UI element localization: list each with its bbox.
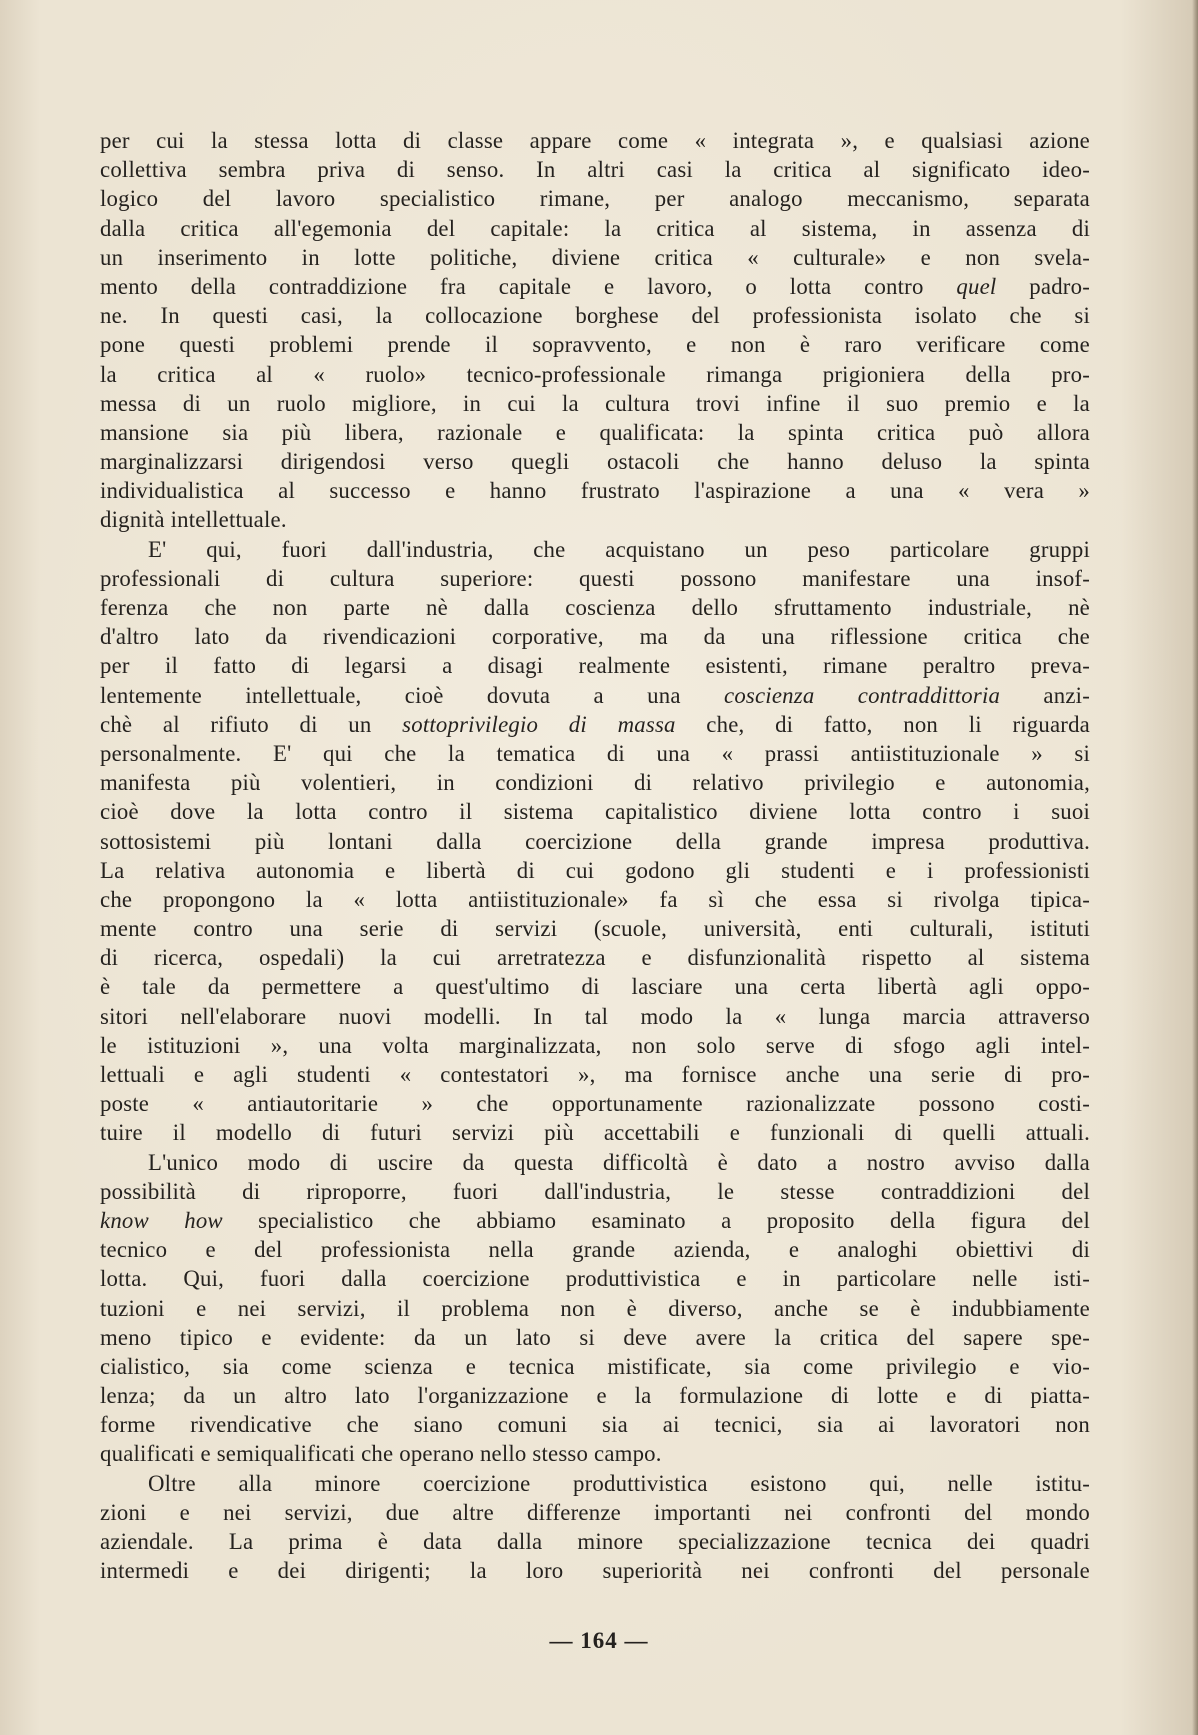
text-segment: collettiva sembra priva di senso. In altri casi la critica al significato ideo- <box>100 157 1090 183</box>
text-line <box>100 1002 1090 1031</box>
text-segment: specialistico che abbiamo esaminato a proposito della figura del <box>222 1207 1090 1233</box>
text-segment: tuire il modello di futuri servizi più accettabili e funzionali di quelli attuali. <box>100 1120 1090 1146</box>
text-segment: individualistica al successo e hanno frustrato l'aspirazione a una « vera » <box>100 478 1090 504</box>
text-line <box>100 797 1090 826</box>
text-segment: messa di un ruolo migliore, in cui la cultura trovi infine il suo premio e la <box>100 390 1090 416</box>
text-segment: E' qui, fuori dall'industria, che acquistano un peso particolare gruppi <box>148 536 1090 562</box>
text-segment: possibilità di riproporre, fuori dall'industria, le stesse contraddizioni del <box>100 1178 1090 1204</box>
text-segment: pone questi problemi prende il sopravvento, e non è raro verificare come <box>100 332 1090 358</box>
text-line <box>100 768 1090 797</box>
text-line <box>100 1118 1090 1147</box>
text-line <box>100 272 1090 301</box>
text-line <box>100 447 1090 476</box>
text-line <box>100 1148 1090 1177</box>
italic-text: sottoprivilegio di massa <box>402 711 676 737</box>
text-segment: chè al rifiuto di un <box>100 711 403 737</box>
text-segment: logico del lavoro specialistico rimane, per analogo meccanismo, separata <box>100 186 1090 212</box>
text-segment: personalmente. E' qui che la tematica di una « prassi antiistituzionale » si <box>100 740 1090 766</box>
text-segment: per cui la stessa lotta di classe appare come « integrata », e qualsiasi azione <box>100 128 1090 153</box>
text-line <box>100 1323 1090 1352</box>
text-line <box>100 155 1090 184</box>
text-line <box>100 126 1090 155</box>
text-line <box>100 739 1090 768</box>
text-segment: mento della contraddizione fra capitale e lavoro, o lotta contro <box>100 273 957 299</box>
text-line <box>100 972 1090 1001</box>
text-line <box>100 505 1090 534</box>
text-segment: zioni e nei servizi, due altre differenze importanti nei confronti del mondo <box>100 1499 1090 1525</box>
text-line <box>100 1469 1090 1498</box>
text-line <box>100 1352 1090 1381</box>
text-line <box>100 1556 1090 1585</box>
text-line <box>100 243 1090 272</box>
text-segment: meno tipico e evidente: da un lato si deve avere la critica del sapere spe- <box>100 1324 1090 1350</box>
text-segment: le istituzioni », una volta marginalizzata, non solo serve di sfogo agli intel- <box>100 1032 1090 1058</box>
body-text <box>100 126 1090 1585</box>
text-line <box>100 943 1090 972</box>
text-line <box>100 1060 1090 1089</box>
text-line <box>100 593 1090 622</box>
text-segment: intermedi e dei dirigenti; la loro superiorità nei confronti del personale <box>100 1558 1090 1584</box>
text-segment: lotta. Qui, fuori dalla coercizione produttivistica e in particolare nelle isti- <box>100 1266 1090 1292</box>
text-line <box>100 710 1090 739</box>
text-segment: anzi- <box>1000 682 1090 708</box>
text-line <box>100 1235 1090 1264</box>
text-line <box>100 1439 1090 1468</box>
text-line <box>100 1089 1090 1118</box>
text-segment: L'unico modo di uscire da questa difficoltà è dato a nostro avviso dalla <box>148 1149 1090 1175</box>
text-line <box>100 1294 1090 1323</box>
text-line <box>100 622 1090 651</box>
text-line <box>100 1527 1090 1556</box>
text-segment: ne. In questi casi, la collocazione borghese del professionista isolato che si <box>100 303 1090 329</box>
text-line <box>100 1206 1090 1235</box>
text-segment: forme rivendicative che siano comuni sia ai tecnici, sia ai lavoratori non <box>100 1412 1090 1438</box>
page-number: — 164 — <box>549 1628 649 1653</box>
text-segment: lenza; da un altro lato l'organizzazione e la formulazione di lotte e di piatta- <box>100 1383 1090 1409</box>
italic-text: quel <box>956 273 997 299</box>
text-segment: lentemente intellettuale, cioè dovuta a una <box>100 682 724 708</box>
text-segment: cioè dove la lotta contro il sistema capitalistico diviene lotta contro i suoi <box>100 799 1090 825</box>
text-line <box>100 1031 1090 1060</box>
text-segment: sitori nell'elaborare nuovi modelli. In tal modo la « lunga marcia attraverso <box>100 1003 1090 1029</box>
text-segment: padro- <box>996 273 1090 299</box>
text-segment: lettuali e agli studenti « contestatori », ma fornisce anche una serie di pro- <box>100 1062 1090 1087</box>
text-line <box>100 476 1090 505</box>
text-line <box>100 1264 1090 1293</box>
text-line <box>100 214 1090 243</box>
text-line <box>100 1498 1090 1527</box>
text-segment: manifesta più volentieri, in condizioni di relativo privilegio e autonomia, <box>100 770 1090 796</box>
text-line <box>100 681 1090 710</box>
text-line <box>100 389 1090 418</box>
text-segment: poste « antiautoritarie » che opportunamente razionalizzate possono costi- <box>100 1091 1090 1117</box>
text-segment: che, di fatto, non li riguarda <box>675 711 1090 737</box>
text-line <box>100 885 1090 914</box>
italic-text: coscienza contraddittoria <box>724 682 1001 708</box>
text-segment: tecnico e del professionista nella grande azienda, e analoghi obiettivi di <box>100 1237 1090 1263</box>
text-segment: è tale da permettere a quest'ultimo di lasciare una certa libertà agli oppo- <box>100 974 1090 1000</box>
text-segment: Oltre alla minore coercizione produttivistica esistono qui, nelle istitu- <box>148 1470 1090 1496</box>
text-segment: mente contro una serie di servizi (scuole, università, enti culturali, istituti <box>100 916 1090 942</box>
text-segment: ferenza che non parte nè dalla coscienza dello sfruttamento industriale, nè <box>100 595 1090 620</box>
text-segment: per il fatto di legarsi a disagi realmente esistenti, rimane peraltro preva- <box>100 653 1090 679</box>
text-segment: aziendale. La prima è data dalla minore specializzazione tecnica dei quadri <box>100 1529 1090 1554</box>
text-line <box>100 360 1090 389</box>
italic-text: know how <box>100 1207 223 1233</box>
text-line <box>100 535 1090 564</box>
text-segment: tuzioni e nei servizi, il problema non è diverso, anche se è indubbiamente <box>100 1295 1090 1321</box>
text-line <box>100 1410 1090 1439</box>
page-edge-shadow <box>1192 0 1198 1735</box>
text-line <box>100 564 1090 593</box>
text-segment: marginalizzarsi dirigendosi verso quegli ostacoli che hanno deluso la spinta <box>100 449 1090 475</box>
text-line <box>100 184 1090 213</box>
text-segment: dignità intellettuale. <box>100 507 287 533</box>
text-segment: la critica al « ruolo» tecnico-professionale rimanga prigioniera della pro- <box>100 361 1090 387</box>
text-line <box>100 301 1090 330</box>
text-segment: di ricerca, ospedali) la cui arretratezza e disfunzionalità rispetto al sistema <box>100 945 1090 971</box>
text-segment: mansione sia più libera, razionale e qualificata: la spinta critica può allora <box>100 419 1090 445</box>
text-segment: d'altro lato da rivendicazioni corporative, ma da una riflessione critica che <box>100 624 1090 650</box>
text-segment: La relativa autonomia e libertà di cui godono gli studenti e i professionisti <box>100 857 1090 883</box>
text-segment: che propongono la « lotta antiistituzionale» fa sì che essa si rivolga tipica- <box>100 886 1090 912</box>
text-segment: professionali di cultura superiore: questi possono manifestare una insof- <box>100 565 1090 591</box>
text-segment: un inserimento in lotte politiche, diviene critica « culturale» e non svela- <box>100 244 1090 270</box>
text-segment: dalla critica all'egemonia del capitale: la critica al sistema, in assenza di <box>100 215 1090 241</box>
text-line <box>100 330 1090 359</box>
text-segment: qualificati e semiqualificati che operano nello stesso campo. <box>100 1441 662 1467</box>
text-line <box>100 827 1090 856</box>
text-line <box>100 914 1090 943</box>
text-segment: cialistico, sia come scienza e tecnica mistificate, sia come privilegio e vio- <box>100 1353 1090 1379</box>
text-segment: sottosistemi più lontani dalla coercizione della grande impresa produttiva. <box>100 828 1090 854</box>
text-line <box>100 1177 1090 1206</box>
text-line <box>100 418 1090 447</box>
text-line <box>100 1381 1090 1410</box>
text-line <box>100 651 1090 680</box>
text-line <box>100 856 1090 885</box>
